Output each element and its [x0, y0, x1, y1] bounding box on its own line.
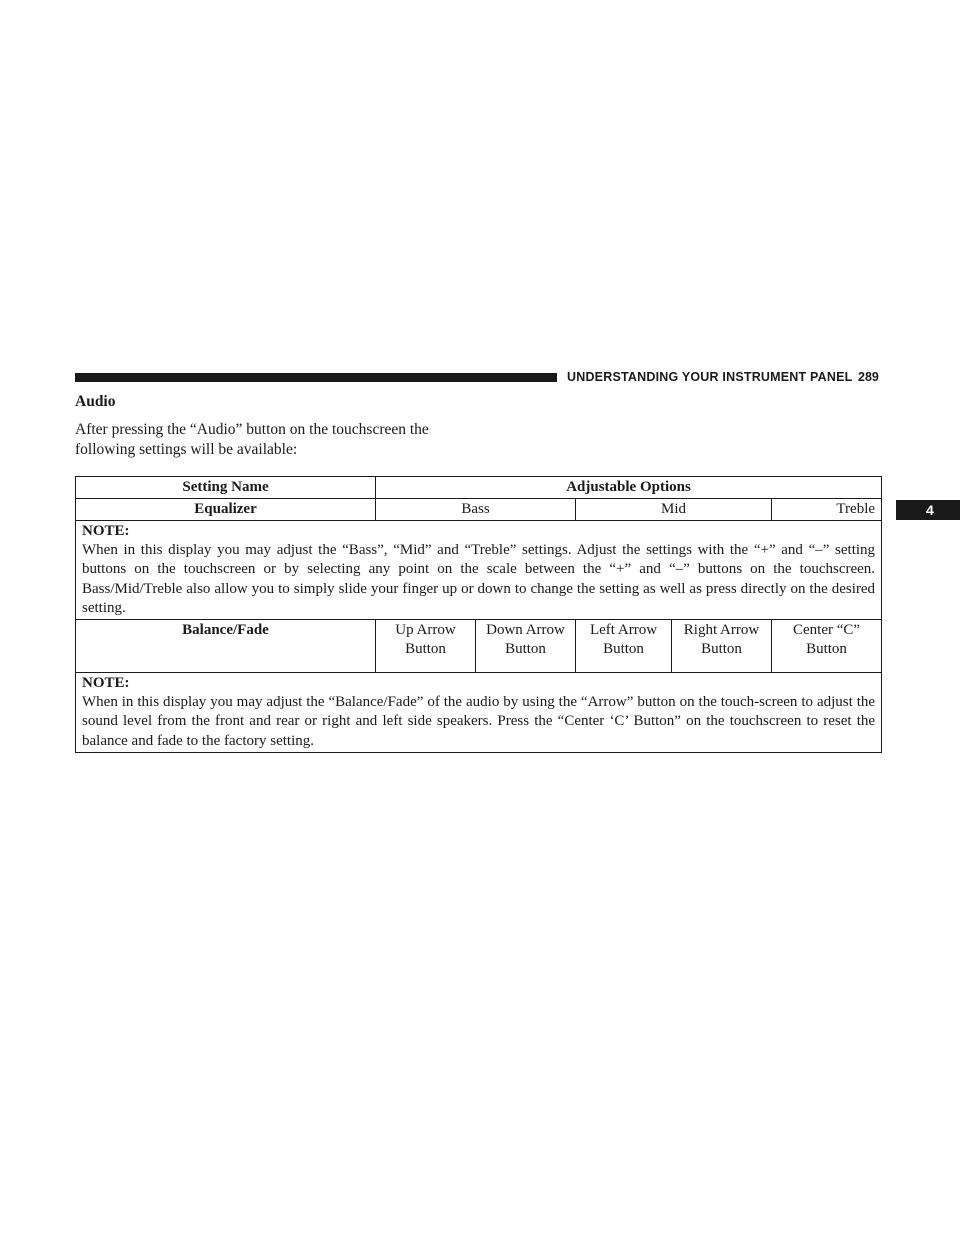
option-down-arrow-button: Down Arrow Button [476, 620, 576, 673]
equalizer-note-text: When in this display you may adjust the “Bass”, “Mid” and “Treble” settings. Adjust the settings with the “+” and “–” setting buttons on the touchscreen or by selecting any point on the scale between the “+” and “–” buttons on the touchscreen. Bass/Mid/Treble also allow you to simply slide your finger up or down to change the setting as well as press directly on the desired setting. [82, 542, 876, 616]
section-heading: Audio [75, 393, 116, 410]
balance-fade-note-text: When in this display you may adjust the “Balance/Fade” of the audio by using the “Arrow” button on the touch-screen to adjust the sound level from the front and rear or right and left side speakers. Press the “Center ‘C’ Button” on the touchscreen to reset the balance and fade to the factory setting. [82, 694, 876, 749]
option-center-c-button: Center “C” Button [772, 620, 882, 673]
table-row-balance-fade-note [76, 673, 882, 753]
header-rule [75, 373, 557, 382]
option-bass: Bass [376, 499, 576, 521]
table-row-equalizer-note [76, 521, 882, 620]
setting-name-balance-fade: Balance/Fade [76, 620, 376, 673]
table-row-balance-fade [76, 620, 882, 673]
option-up-arrow-button: Up Arrow Button [376, 620, 476, 673]
table-row-equalizer [76, 499, 882, 521]
note-label: NOTE: [82, 675, 130, 692]
option-right-arrow-button: Right Arrow Button [672, 620, 772, 673]
page-number: 289 [858, 370, 879, 384]
balance-fade-note [76, 673, 882, 753]
intro-paragraph: After pressing the “Audio” button on the touchscreen the following settings will be available: [75, 421, 429, 458]
table-header-row [76, 477, 882, 499]
equalizer-note [76, 521, 882, 620]
option-left-arrow-button: Left Arrow Button [576, 620, 672, 673]
note-label: NOTE: [82, 523, 130, 539]
running-header-title: UNDERSTANDING YOUR INSTRUMENT PANEL [567, 370, 853, 384]
col-header-setting-name: Setting Name [76, 477, 376, 499]
audio-settings-table [75, 476, 882, 753]
setting-name-equalizer: Equalizer [76, 499, 376, 521]
option-mid: Mid [576, 499, 772, 521]
col-header-adjustable-options: Adjustable Options [376, 477, 882, 499]
chapter-tab: 4 [896, 500, 960, 520]
option-treble: Treble [772, 499, 882, 521]
